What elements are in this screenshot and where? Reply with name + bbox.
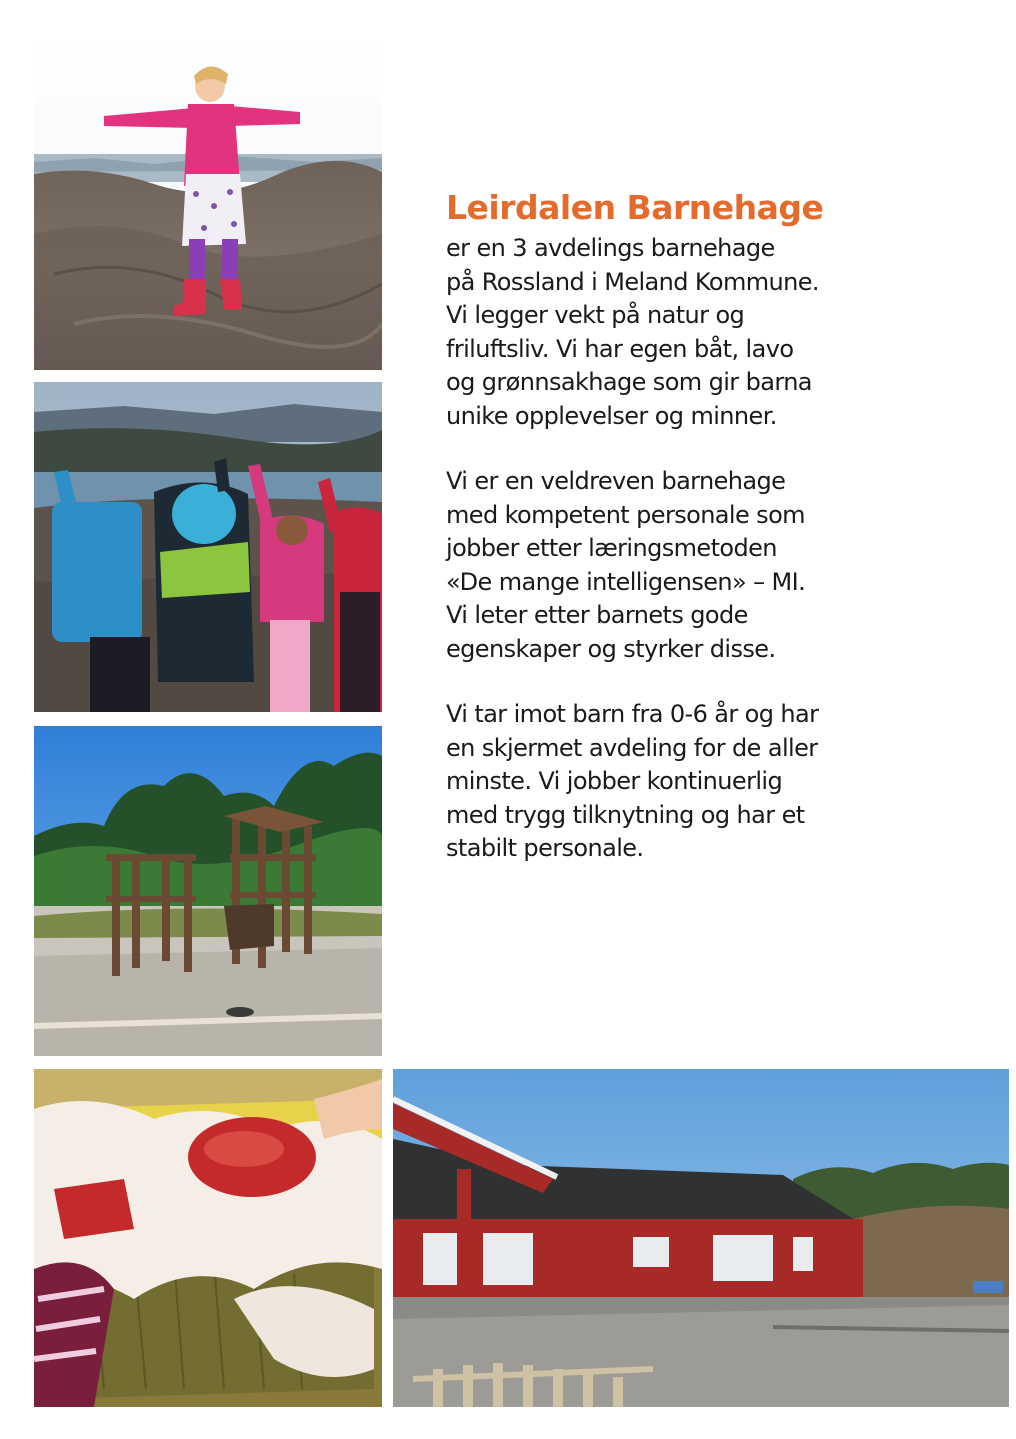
text-line: Vi legger vekt på natur og bbox=[446, 301, 745, 329]
photo-girl-on-rocks bbox=[34, 34, 382, 370]
photo-wooden-playground bbox=[34, 726, 382, 1056]
text-line: jobber etter læringsmetoden bbox=[446, 534, 777, 562]
intro-text-block bbox=[446, 186, 916, 898]
page-title: Leirdalen Barnehage bbox=[446, 188, 824, 227]
text-line: stabilt personale. bbox=[446, 834, 644, 862]
text-line: Vi er en veldreven barnehage bbox=[446, 467, 786, 495]
text-line: friluftsliv. Vi har egen båt, lavo bbox=[446, 334, 794, 363]
text-line: unike opplevelser og minner. bbox=[446, 401, 777, 430]
text-line: og grønnsakhage som gir barna bbox=[446, 368, 812, 396]
text-line: en skjermet avdeling for de aller bbox=[446, 733, 818, 762]
photo-wool-felting bbox=[34, 1069, 382, 1407]
text-line: på Rossland i Meland Kommune. bbox=[446, 267, 819, 296]
paragraph-about bbox=[446, 232, 916, 433]
photo-kindergarten-building bbox=[393, 1069, 1009, 1407]
text-line: med kompetent personale som bbox=[446, 500, 805, 529]
text-line: egenskaper og styrker disse. bbox=[446, 634, 776, 663]
text-line: er en 3 avdelings barnehage bbox=[446, 234, 775, 262]
text-line: med trygg tilknytning og har et bbox=[446, 800, 805, 829]
text-line: minste. Vi jobber kontinuerlig bbox=[446, 767, 783, 795]
text-line: Vi tar imot barn fra 0-6 år og har bbox=[446, 700, 819, 728]
photo-children-raised-arms bbox=[34, 382, 382, 712]
paragraph-staff bbox=[446, 465, 916, 666]
text-line: «De mange intelligensen» – MI. bbox=[446, 567, 806, 596]
paragraph-ages bbox=[446, 698, 916, 866]
text-line: Vi leter etter barnets gode bbox=[446, 601, 748, 629]
